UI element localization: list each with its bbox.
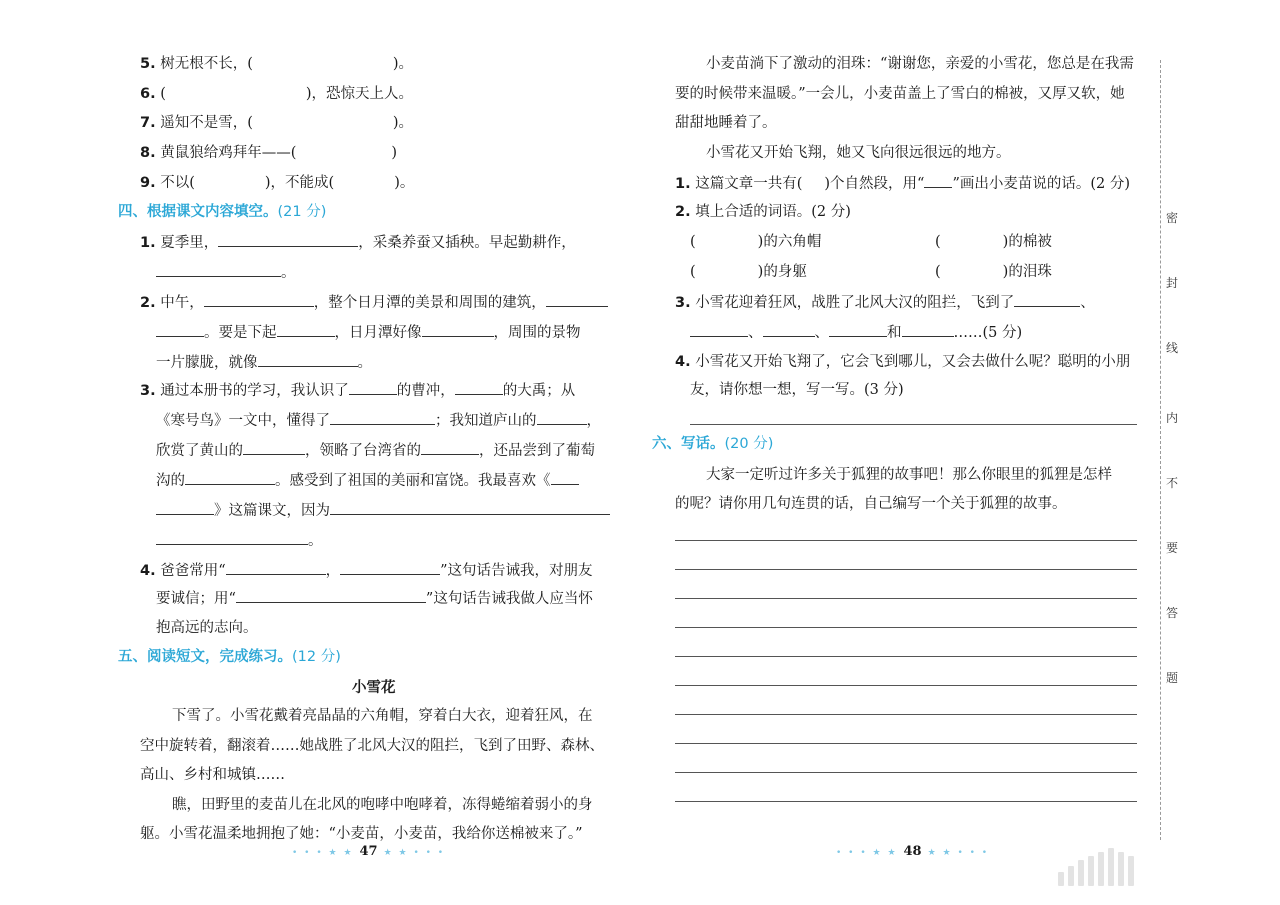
writing-line — [675, 540, 1137, 541]
seal-char: 密 — [1165, 211, 1178, 225]
s4-q4-line2: 要诚信；用“ ”这句话告诫我做人应当怀 — [156, 588, 593, 609]
seal-line — [1160, 60, 1161, 840]
s6-prompt-line1: 大家一定听过许多关于狐狸的故事吧！那么你眼里的狐狸是怎样 — [706, 467, 1112, 483]
story-line-2: 空中旋转着，翻滚着……她战胜了北风大汉的阻拦，飞到了田野、森林、 — [140, 738, 604, 754]
seal-char: 封 — [1165, 276, 1178, 290]
page-footer-48: • • • ★ ★ 48 ★ ★ • • • — [836, 844, 990, 859]
writing-line — [675, 743, 1137, 744]
s4-q3-line3: 欣赏了黄山的 ，领略了台湾省的 ，还品尝到了葡萄 — [156, 440, 595, 461]
story-cont-line-4: 小雪花又开始飞翔，她又飞向很远很远的地方。 — [706, 145, 1011, 161]
section-4-heading: 四、根据课文内容填空。(21 分) — [118, 204, 327, 220]
r-q2-pair-3: ( )的身躯 — [690, 264, 807, 280]
story-line-5: 躯。小雪花温柔地拥抱了她：“小麦苗，小麦苗，我给你送棉被来了。” — [140, 826, 583, 842]
item-5: 5. 树无根不长，( )。 — [140, 56, 414, 72]
story-line-3: 高山、乡村和城镇…… — [140, 767, 285, 783]
writing-line — [675, 714, 1137, 715]
r-q4-line2: 友，请你想一想，写一写。(3 分) — [690, 382, 904, 398]
writing-line — [675, 772, 1137, 773]
s4-q3-line4: 沟的 。感受到了祖国的美丽和富饶。我最喜欢《 — [156, 470, 579, 491]
r-q3-line2: 、 、 和 ……(5 分) — [690, 322, 1022, 343]
s4-q2-line1: 2. 中午， ，整个日月潭的美景和周围的建筑， — [140, 292, 608, 313]
r-q2: 2. 填上合适的词语。(2 分) — [675, 204, 851, 220]
r-q4-line1: 4. 小雪花又开始飞翔了，它会飞到哪儿，又会去做什么呢？聪明的小朋 — [675, 354, 1131, 370]
s4-q3-line2: 《寒号鸟》一文中，懂得了 ；我知道庐山的 ， — [156, 410, 601, 431]
r-q1: 1. 这篇文章一共有( )个自然段，用“ ”画出小麦苗说的话。(2 分) — [675, 173, 1130, 194]
seal-char: 不 — [1165, 476, 1178, 490]
seal-char: 要 — [1165, 541, 1178, 555]
item-7: 7. 遥知不是雪，( )。 — [140, 115, 414, 131]
seal-char: 线 — [1165, 341, 1178, 355]
story-title: 小雪花 — [352, 680, 396, 696]
story-line-4: 瞧，田野里的麦苗儿在北风的咆哮中咆哮着，冻得蜷缩着弱小的身 — [172, 797, 593, 813]
s4-q4-line3: 抱高远的志向。 — [156, 620, 258, 636]
item-8: 8. 黄鼠狼给鸡拜年——( ) — [140, 145, 398, 161]
s4-q3-line6: 。 — [156, 530, 323, 551]
seal-char: 内 — [1165, 411, 1178, 425]
r-q2-pair-2: ( )的棉被 — [935, 234, 1052, 250]
s4-q3-line5: 》这篇课文，因为 — [156, 500, 610, 521]
r-q4-answer-line — [690, 424, 1137, 425]
writing-line — [675, 569, 1137, 570]
seal-char: 题 — [1165, 671, 1178, 685]
item-6: 6. ( )，恐惊天上人。 — [140, 86, 414, 102]
section-5-heading: 五、阅读短文，完成练习。(12 分) — [118, 649, 341, 665]
s4-q2-line2: 。要是下起 ，日月潭好像 ，周围的景物 — [156, 322, 581, 343]
writing-line — [675, 598, 1137, 599]
s4-q1-line1: 1. 夏季里， ，采桑养蚕又插秧。早起勤耕作， — [140, 232, 576, 253]
r-q3-line1: 3. 小雪花迎着狂风，战胜了北风大汉的阻拦，飞到了 、 — [675, 292, 1095, 313]
story-line-1: 下雪了。小雪花戴着亮晶晶的六角帽，穿着白大衣，迎着狂风，在 — [172, 708, 593, 724]
writing-line — [675, 656, 1137, 657]
s4-q4-line1: 4. 爸爸常用“ ， ”这句话告诫我，对朋友 — [140, 560, 593, 581]
story-cont-line-3: 甜甜地睡着了。 — [675, 115, 777, 131]
s6-prompt-line2: 的呢？请你用几句连贯的话，自己编写一个关于狐狸的故事。 — [675, 496, 1067, 512]
writing-line — [675, 685, 1137, 686]
page-number: 48 — [903, 844, 922, 859]
writing-line — [675, 627, 1137, 628]
watermark-logo — [1058, 840, 1238, 886]
s4-q3-line1: 3. 通过本册书的学习，我认识了 的曹冲， 的大禹；从 — [140, 380, 575, 401]
page-number: 47 — [359, 844, 378, 859]
r-q2-pair-1: ( )的六角帽 — [690, 234, 822, 250]
item-9: 9. 不以( )，不能成( )。 — [140, 175, 415, 191]
story-cont-line-1: 小麦苗淌下了激动的泪珠：“谢谢您，亲爱的小雪花，您总是在我需 — [706, 56, 1134, 72]
s4-q1-line2: 。 — [156, 262, 296, 283]
story-cont-line-2: 要的时候带来温暖。”一会儿，小麦苗盖上了雪白的棉被，又厚又软，她 — [675, 86, 1125, 102]
section-6-heading: 六、写话。(20 分) — [652, 436, 774, 452]
writing-line — [675, 801, 1137, 802]
seal-char: 答 — [1165, 606, 1178, 620]
page-footer-47: • • • ★ ★ 47 ★ ★ • • • — [292, 844, 446, 859]
s4-q2-line3: 一片朦胧，就像 。 — [156, 352, 372, 373]
r-q2-pair-4: ( )的泪珠 — [935, 264, 1052, 280]
